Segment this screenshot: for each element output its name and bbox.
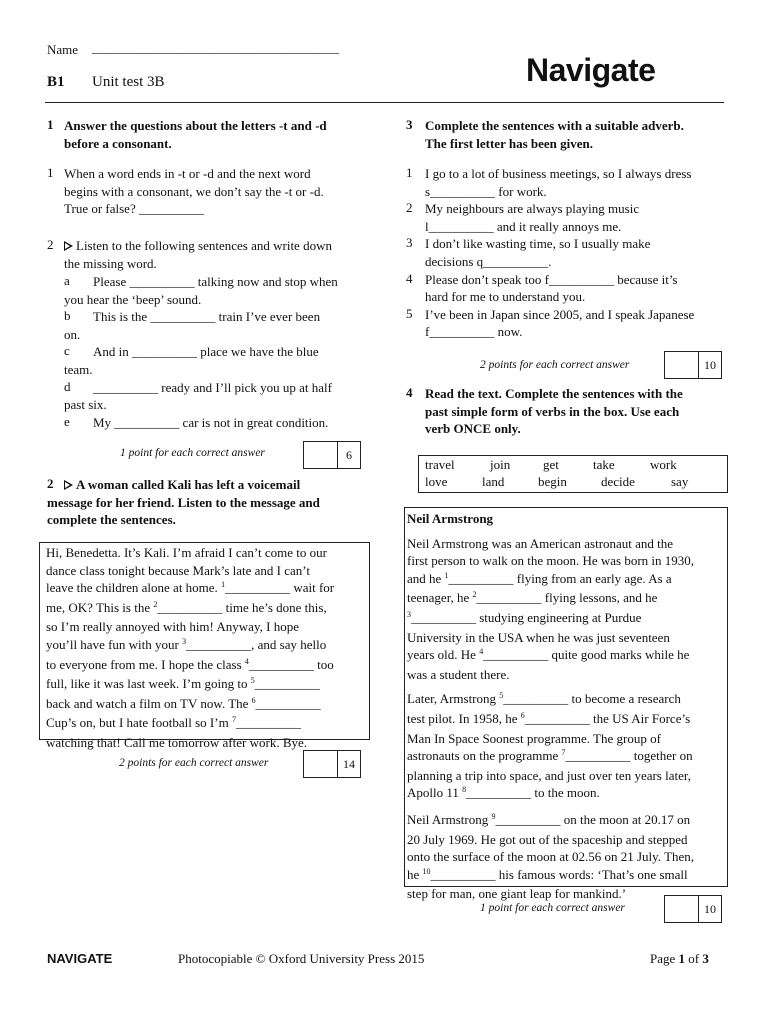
verb-word: land [482, 474, 505, 489]
reading-text-title: Neil Armstrong [407, 511, 494, 526]
sub-item-letter: b [64, 308, 71, 324]
unit-title: Unit test 3B [92, 74, 165, 90]
gap-number: 3 [182, 636, 187, 646]
q3-score-box [664, 351, 722, 379]
text-segment: University in the USA when he was just seventeen [407, 629, 670, 645]
q3-item-number: 1 [406, 165, 413, 180]
q3-points: 2 points for each correct answer [480, 359, 630, 371]
q4-title: verb ONCE only. [425, 421, 521, 437]
text-segment: __________ [254, 676, 320, 692]
q1-item2-text [64, 255, 157, 273]
text-segment: __________ studying engineering at Purdue [411, 609, 642, 625]
gap-number: 5 [250, 676, 255, 686]
text-segment: he [407, 866, 423, 882]
reading-line [407, 866, 723, 886]
voicemail-line [46, 714, 364, 734]
page-number: 1 [678, 951, 686, 966]
verb-word: join [490, 457, 511, 472]
voicemail-line [46, 656, 364, 676]
voicemail-line [46, 695, 364, 715]
reading-paragraph-1 [407, 535, 723, 684]
reading-line [407, 710, 723, 730]
text-segment: __________ [235, 715, 301, 731]
q4-score-box [664, 895, 722, 923]
text-segment: __________ the US Air Force’s [524, 710, 691, 726]
text-segment: __________ on the moon at 20.17 on [495, 811, 691, 827]
q3-item-number: 2 [406, 200, 413, 216]
text-segment: __________ to become a research [503, 691, 681, 707]
q3-title: The first letter has been given. [425, 135, 594, 151]
sub-item-text: team. [64, 362, 93, 377]
reading-paragraph-3 [407, 811, 723, 903]
reading-line [407, 784, 723, 804]
q2-points: 2 points for each correct answer [119, 757, 269, 769]
q3-title: Complete the sentences with a suitable adverb. [425, 118, 684, 133]
q1-item1-text: begins with a consonant, we don’t say the -t or -d. [64, 183, 324, 199]
audio-play-icon [64, 480, 73, 490]
text-segment: __________ flying lessons, and he [476, 590, 658, 606]
text-segment: __________, and say hello [186, 636, 327, 652]
reading-line [407, 609, 723, 629]
q2-title [47, 511, 176, 529]
q2-score-box [303, 750, 361, 778]
reading-line [407, 629, 723, 647]
verb-word: love [425, 474, 448, 489]
verb-word: decide [601, 474, 635, 489]
q3-item-text: decisions q__________. [425, 254, 552, 269]
verb-word: travel [425, 457, 455, 472]
q1-title: before a consonant. [64, 135, 172, 151]
q1-item1-text: True or false? __________ [64, 201, 204, 217]
voicemail-line [46, 579, 364, 599]
score-total: 14 [343, 756, 355, 771]
text-segment: onto the surface of the moon at 02.56 on 21 July. Then, [407, 849, 695, 865]
score-total: 6 [346, 447, 352, 462]
reading-line [407, 666, 723, 684]
q2-title [64, 476, 300, 494]
q3-item-text: f__________ now. [425, 324, 523, 340]
text-segment: to everyone from me. I hope the class [46, 656, 245, 672]
sub-item-text: And in __________ place we have the blue [93, 344, 319, 360]
reading-line [407, 646, 723, 666]
voicemail-line [46, 544, 364, 562]
text-segment: years old. He [407, 647, 480, 663]
gap-number: 10 [422, 866, 431, 876]
voicemail-line [46, 562, 364, 580]
sub-item-text: __________ ready and I’ll pick you up at half [93, 379, 332, 395]
text-segment: Man In Space Soonest programme. The group of [407, 730, 661, 746]
sub-item-text: past six. [64, 397, 107, 413]
q3-item-number: 5 [406, 305, 413, 321]
text-segment: Neil Armstrong was an American astronaut and the [407, 535, 674, 551]
sub-item-letter: e [64, 413, 70, 429]
q3-item-text: s__________ for work. [425, 183, 547, 199]
q3-item-text: l__________ and it really annoys me. [425, 218, 622, 234]
q4-number: 4 [406, 385, 413, 400]
gap-number: 6 [520, 710, 525, 720]
page-total: 3 [702, 951, 709, 966]
reading-line [407, 848, 723, 866]
gap-number: 4 [479, 647, 484, 657]
q3-item-number: 3 [406, 235, 413, 251]
sub-item-letter: d [64, 378, 71, 394]
voicemail-line [46, 675, 364, 695]
q4-points: 1 point for each correct answer [480, 902, 625, 914]
q2-number: 2 [47, 476, 54, 491]
footer-brand: NAVIGATE [47, 951, 113, 966]
text-segment: __________ flying from an early age. As a [448, 570, 672, 586]
gap-number: 8 [462, 785, 467, 795]
text-segment: __________ his famous words: ‘That’s one small [430, 866, 688, 882]
verb-word: say [671, 474, 689, 489]
q3-number: 3 [406, 117, 413, 132]
q1-score-box [303, 441, 361, 469]
text-segment: first person to walk on the moon. He was born in 1930, [407, 553, 695, 569]
reading-line [407, 589, 723, 609]
sub-item-text: Please __________ talking now and stop when [93, 274, 338, 289]
q2-title-line: complete the sentences. [47, 512, 176, 528]
reading-line [407, 767, 723, 785]
reading-line [407, 690, 723, 710]
gap-number: 6 [251, 695, 256, 705]
gap-number: 9 [491, 811, 496, 821]
sub-item-letter: a [64, 273, 70, 288]
sub-item-text: on. [64, 326, 81, 342]
voicemail-line [46, 734, 364, 752]
audio-play-icon [64, 241, 73, 251]
gap-number: 1 [444, 570, 449, 580]
verb-word: work [650, 457, 677, 472]
q3-item-text: I’ve been in Japan since 2005, and I speak Japanese [425, 306, 695, 322]
text-segment: dance class tonight because Mark’s late and I can’t [46, 562, 310, 578]
text-segment: step for man, one giant leap for mankind.’ [407, 886, 627, 902]
text-segment: leave the children alone at home. [46, 580, 222, 596]
reading-line [407, 535, 723, 553]
q3-item-text: My neighbours are always playing music [425, 201, 640, 217]
reading-text-box [404, 507, 728, 902]
text-segment: Later, Armstrong [407, 691, 500, 707]
text-segment: __________ [255, 695, 321, 711]
text-segment: so I’m really annoyed with him! Anyway, I hope [46, 619, 299, 635]
reading-line [407, 730, 723, 748]
text-segment: __________ to the moon. [466, 785, 600, 801]
gap-number: 7 [561, 748, 566, 758]
q3-item-text: I go to a lot of business meetings, so I always dress [425, 166, 692, 181]
q1-item1-text: When a word ends in -t or -d and the next word [64, 166, 311, 181]
text-segment: __________ time he’s done this, [157, 599, 327, 615]
voicemail-box [39, 542, 370, 750]
q3-item-number: 4 [406, 270, 413, 286]
verb-word: take [593, 457, 615, 472]
gap-number: 3 [407, 609, 411, 619]
name-label: Name [47, 42, 79, 57]
q3-item-text: I don’t like wasting time, so I usually make [425, 236, 651, 252]
q1-number: 1 [47, 117, 54, 132]
q1-title: Answer the questions about the letters -t and -d [64, 118, 327, 133]
text-segment: Neil Armstrong [407, 811, 492, 827]
text-segment: astronauts on the programme [407, 748, 562, 764]
footer-page [650, 951, 709, 967]
of-label: of [688, 951, 700, 966]
voicemail-line [46, 618, 364, 636]
text-segment: planning a trip into space, and just over ten years later, [407, 767, 691, 783]
q2-title-line: A woman called Kali has left a voicemail [76, 477, 301, 492]
text-segment: teenager, he [407, 590, 473, 606]
q1-item2-line: the missing word. [64, 255, 157, 271]
text-segment: back and watch a film on TV now. The [46, 695, 252, 711]
q4-title: Read the text. Complete the sentences with the [425, 386, 683, 401]
verb-word: begin [538, 474, 567, 489]
text-segment: __________ wait for [225, 580, 335, 596]
q4-title: past simple form of verbs in the box. Use each [425, 403, 680, 419]
q1-item2-line: Listen to the following sentences and write down [76, 238, 332, 253]
text-segment: __________ together on [565, 748, 693, 764]
text-segment: __________ too [248, 656, 334, 672]
text-segment: was a student there. [407, 666, 510, 682]
reading-line [407, 811, 723, 831]
q1-item2-number: 2 [47, 237, 54, 252]
gap-number: 7 [231, 715, 236, 725]
voicemail-line [46, 599, 364, 619]
text-segment: test pilot. In 1958, he [407, 710, 521, 726]
reading-line [407, 570, 723, 590]
text-segment: 20 July 1969. He got out of the spaceship and stepped [407, 831, 688, 847]
text-segment: __________ quite good marks while he [483, 647, 690, 663]
text-segment: Apollo 11 [407, 785, 463, 801]
gap-number: 1 [221, 580, 226, 590]
header-rule [45, 102, 724, 103]
level-label: B1 [47, 74, 65, 90]
page-label: Page [650, 951, 676, 966]
reading-paragraph-2 [407, 690, 723, 804]
text-segment: Hi, Benedetta. It’s Kali. I’m afraid I can’t come to our [46, 545, 327, 560]
text-segment: full, like it was last week. I’m going to [46, 676, 251, 692]
name-blank: ______________________________________ [92, 40, 339, 55]
q1-points: 1 point for each correct answer [120, 447, 265, 459]
sub-item-letter: c [64, 343, 70, 359]
gap-number: 2 [153, 599, 158, 609]
text-segment: and he [407, 570, 445, 586]
footer-copyright: Photocopiable © Oxford University Press 2015 [178, 951, 425, 966]
voicemail-line [46, 636, 364, 656]
sub-item-text: My __________ car is not in great condition. [93, 414, 329, 430]
sub-item-text: This is the __________ train I’ve ever been [93, 309, 321, 325]
gap-number: 2 [472, 590, 477, 600]
reading-line [407, 747, 723, 767]
text-segment: me, OK? This is the [46, 599, 154, 615]
reading-line [407, 831, 723, 849]
q2-title [47, 494, 320, 512]
text-segment: Cup’s on, but I hate football so I’m [46, 715, 232, 731]
text-segment: you’ll have fun with your [46, 636, 183, 652]
verb-word: get [543, 457, 559, 472]
text-segment: watching that! Call me tomorrow after work. Bye. [46, 734, 308, 750]
score-total: 10 [704, 901, 716, 916]
gap-number: 4 [244, 656, 249, 666]
score-total: 10 [704, 357, 716, 372]
q1-item2-text [64, 237, 332, 255]
verb-box [418, 455, 728, 493]
brand-logo: Navigate [526, 52, 656, 88]
q3-item-text: hard for me to understand you. [425, 289, 586, 305]
sub-item-text: you hear the ‘beep’ sound. [64, 291, 202, 307]
q2-title-line: message for her friend. Listen to the message and [47, 494, 320, 510]
reading-line [407, 552, 723, 570]
gap-number: 5 [499, 691, 504, 701]
q3-item-text: Please don’t speak too f__________ because it’s [425, 271, 678, 287]
q1-item1-number: 1 [47, 165, 54, 180]
